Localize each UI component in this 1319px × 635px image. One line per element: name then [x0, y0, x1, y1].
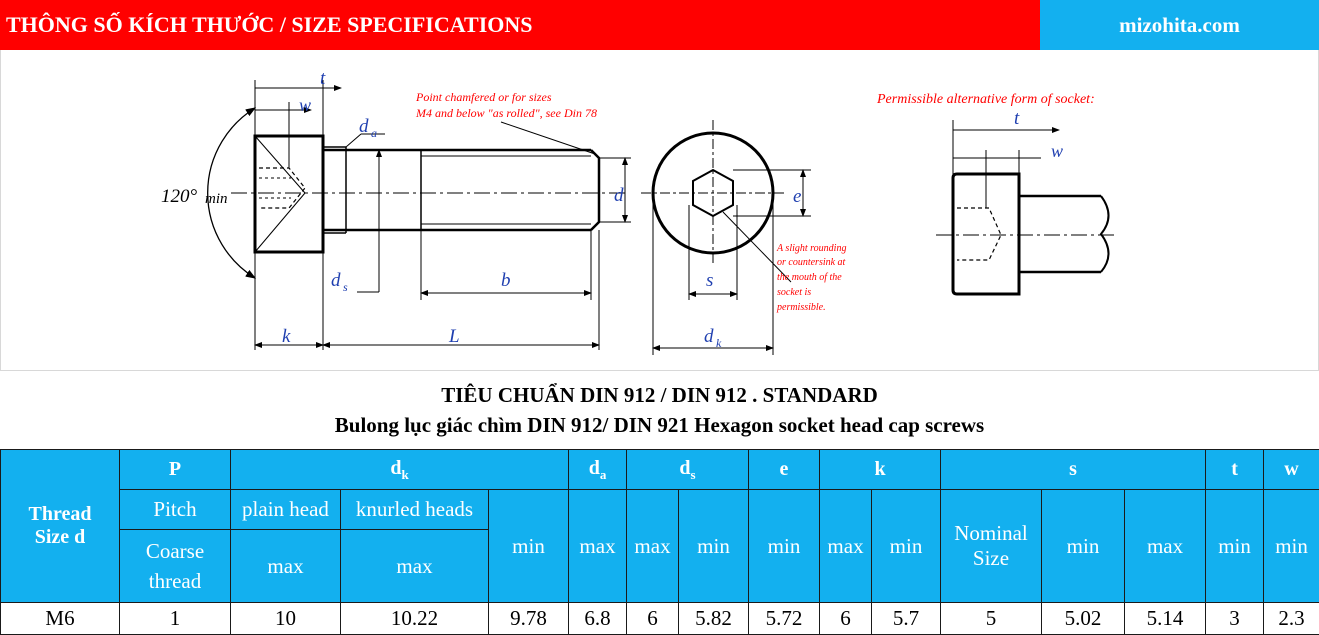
cell-ds-max: 6 [627, 603, 679, 635]
cell-pitch: 1 [120, 603, 231, 635]
p-header: P [120, 450, 231, 490]
dim-da: d [359, 116, 369, 137]
coarse-thread-header: Coarse thread [120, 530, 231, 603]
dim-ds-sub: s [343, 280, 348, 294]
plain-max-header: max [231, 530, 341, 603]
cell-s-min: 5.02 [1042, 603, 1125, 635]
t-min-header: min [1206, 490, 1264, 603]
k-header: k [820, 450, 941, 490]
header-row-1 [1, 450, 1319, 490]
cell-ds-min: 5.82 [679, 603, 749, 635]
s-min-header: min [1042, 490, 1125, 603]
standard-subtitle: Bulong lục giác chìm DIN 912/ DIN 921 Hexagon socket head cap screws [0, 413, 1319, 438]
header-row-2 [1, 490, 1319, 530]
k-max-header: max [820, 490, 872, 603]
dim-dk-sub: k [716, 336, 722, 350]
cell-e-min: 5.72 [749, 603, 820, 635]
s-header: s [941, 450, 1206, 490]
da-max-header: max [569, 490, 627, 603]
dim-da-sub: a [371, 126, 377, 140]
cell-k-max: 6 [820, 603, 872, 635]
dim-ds: d [331, 270, 341, 291]
dim-w: w [299, 95, 311, 115]
plain-head-header: plain head [231, 490, 341, 530]
technical-drawing [0, 50, 1319, 370]
dim-b: b [501, 270, 511, 291]
dim-t: t [320, 68, 326, 89]
cell-s-max: 5.14 [1125, 603, 1206, 635]
page-title: THÔNG SỐ KÍCH THƯỚC / SIZE SPECIFICATIONS [0, 0, 1040, 50]
ds-min-header: min [679, 490, 749, 603]
dim-s: s [706, 270, 713, 291]
w-min-header: min [1264, 490, 1319, 603]
dim-e: e [793, 186, 801, 207]
knurled-max-header: max [341, 530, 489, 603]
cell-dk-plain-max: 10 [231, 603, 341, 635]
title-block [0, 370, 1319, 449]
dim-L: L [448, 326, 460, 347]
dk-header: $d_k$ [231, 450, 569, 490]
site-link[interactable]: mizohita.com [1040, 0, 1319, 50]
k-min-header: min [872, 490, 941, 603]
da-header: $d_a$ [569, 450, 627, 490]
w-header: w [1264, 450, 1319, 490]
cell-thread: M6 [1, 603, 120, 635]
cell-k-min: 5.7 [872, 603, 941, 635]
e-min-header: min [749, 490, 820, 603]
t-header: t [1206, 450, 1264, 490]
alt-dim-w: w [1051, 141, 1063, 161]
note-alt-socket: Permissible alternative form of socket: [876, 92, 1095, 107]
dk-min-header: min [489, 490, 569, 603]
knurled-head-header: knurled heads [341, 490, 489, 530]
note-chamfer-2: M4 and below "as rolled", see Din 78 [415, 106, 597, 120]
s-nominal-header: Nominal Size [941, 490, 1042, 603]
note-rounding-5: permissible. [776, 302, 826, 313]
alt-dim-t: t [1014, 108, 1020, 129]
alt-socket-view [936, 120, 1116, 294]
screw-end-view [641, 120, 811, 355]
drawing-labels [161, 68, 1095, 350]
dim-dk: d [704, 326, 714, 347]
drawing-svg [1, 50, 1318, 370]
dim-d: d [614, 185, 624, 206]
standard-title: TIÊU CHUẨN DIN 912 / DIN 912 . STANDARD [0, 383, 1319, 408]
cell-t-min: 3 [1206, 603, 1264, 635]
s-max-header: max [1125, 490, 1206, 603]
cell-dk-min: 9.78 [489, 603, 569, 635]
angle-label: 120° [161, 186, 198, 207]
note-rounding-3: the mouth of the [777, 272, 842, 283]
dim-k: k [282, 326, 291, 347]
table-row [1, 603, 1319, 635]
screw-side-view [208, 80, 631, 350]
header-bar [0, 0, 1319, 50]
e-header: e [749, 450, 820, 490]
note-rounding-4: socket is [777, 287, 811, 298]
angle-min-label: min [205, 191, 228, 207]
cell-dk-knurled-max: 10.22 [341, 603, 489, 635]
note-chamfer-1: Point chamfered or for sizes [415, 90, 552, 104]
spec-table [0, 449, 1319, 635]
pitch-header: Pitch [120, 490, 231, 530]
cell-da-max: 6.8 [569, 603, 627, 635]
note-rounding-2: or countersink at [777, 257, 846, 268]
cell-s-nominal: 5 [941, 603, 1042, 635]
note-rounding-1: A slight rounding [776, 243, 846, 254]
thread-size-header: Thread Size d [1, 450, 120, 603]
ds-max-header: max [627, 490, 679, 603]
cell-w-min: 2.3 [1264, 603, 1319, 635]
ds-header: $d_s$ [627, 450, 749, 490]
